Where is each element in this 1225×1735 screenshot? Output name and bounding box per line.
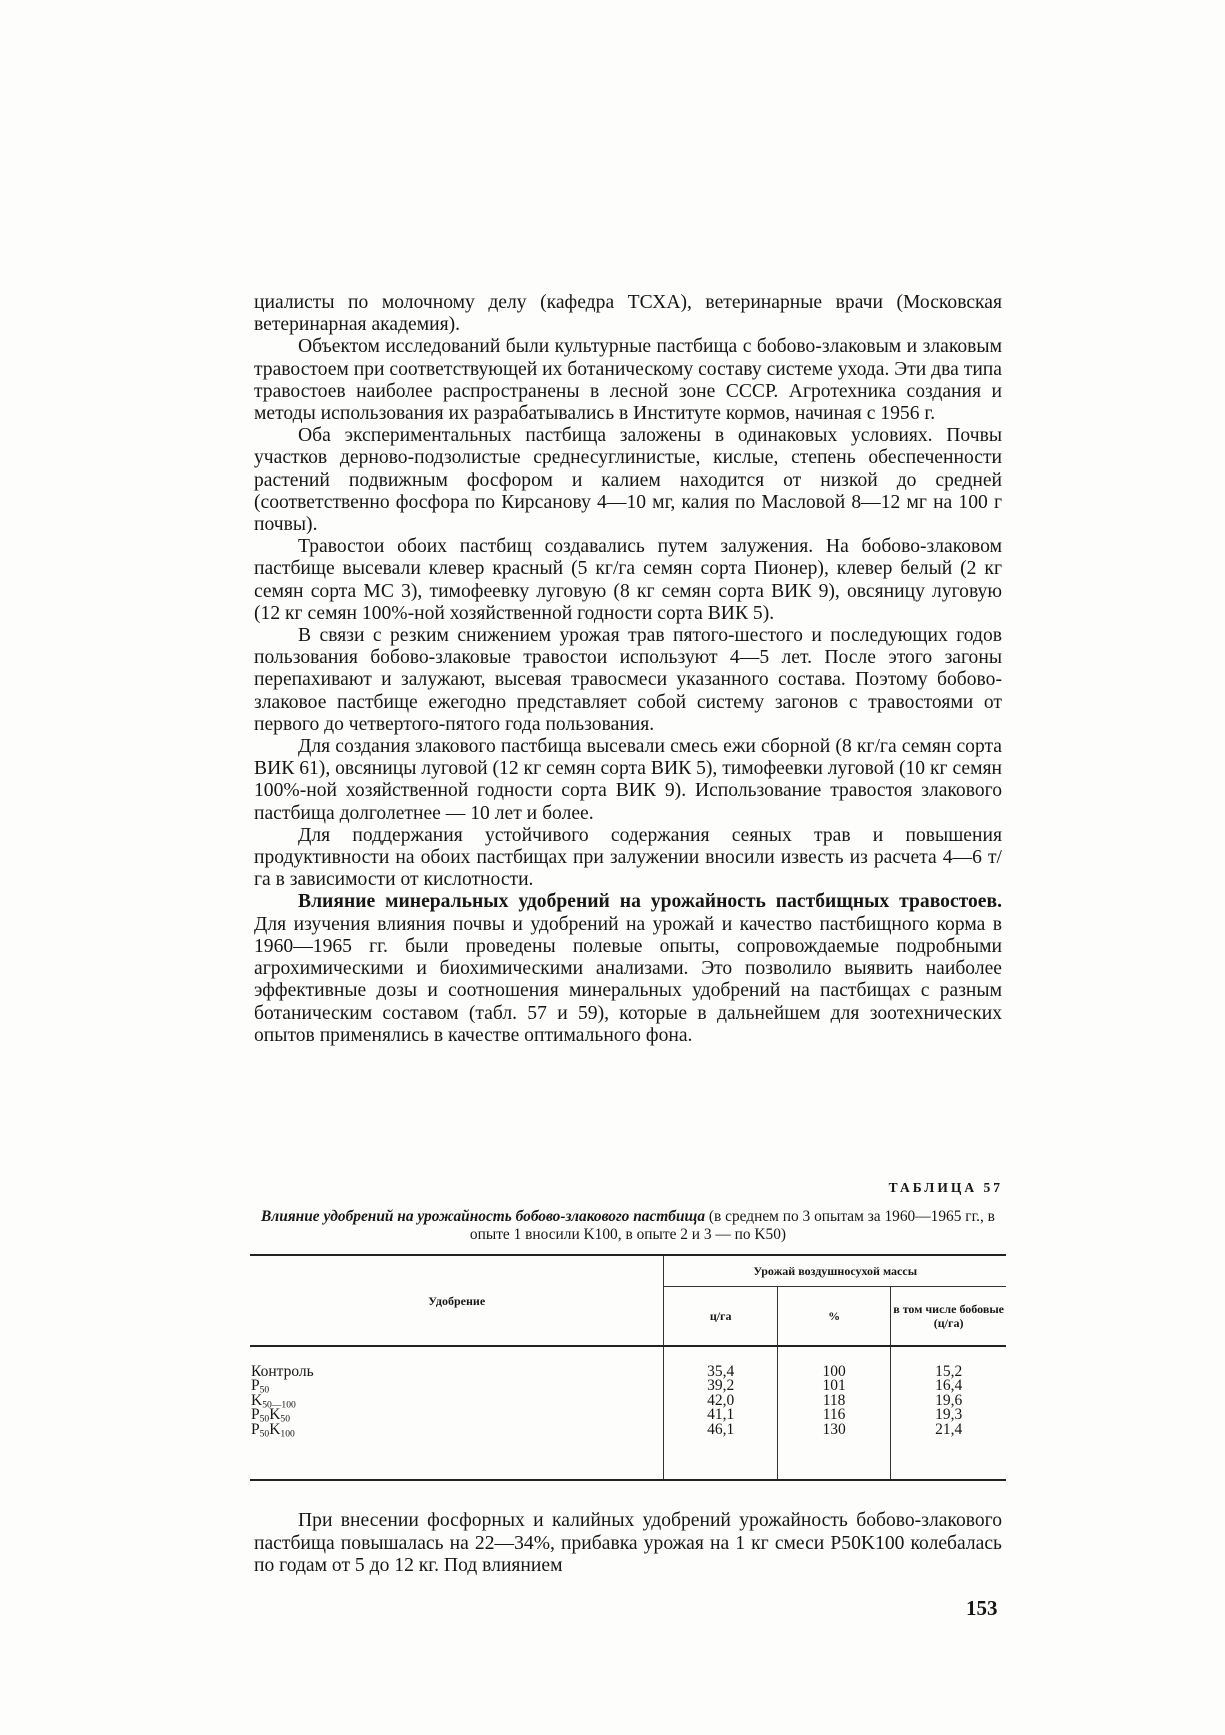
table-cell: 35,4 (707, 1363, 735, 1380)
page-number: 153 (966, 1596, 998, 1620)
pct-column (777, 1346, 890, 1480)
table-caption-title: Влияние удобрений на урожайность бобово-злакового пастбища (261, 1208, 706, 1225)
paragraph-5: В связи с резким снижением урожая трав пятого-шестого и последующих годов пользования бобово-злаковые травостои используют 4—5 лет. После этого загоны перепахивают и залужают, высевая травосмеси указанного состава. Поэтому бобово-злаковое пастбище ежегодно представляет собой систему загонов с травостоями от первого до четвертого-пятого года пользования. (254, 625, 1002, 735)
table-caption-rest: (в среднем по 3 опытам за 1960—1965 гг., в опыте 1 вносили K100, в опыте 2 и 3 — по K50) (469, 1208, 995, 1243)
section-text: Для изучения влияния почвы и удобрений на урожай и качество пастбищного корма в 1960—1965 гг. были проведены полевые опыты, сопровождаемые подробными агрохимическими и биохимическими анализами. Это позволило выявить наиболее эффективные дозы и соотношения минеральных удобрений на пастбищах с разным ботаническим составом (табл. 57 и 59), которые в дальнейшем для зоотехнических опытов применялись в качестве оптимального фона. (254, 913, 1002, 1046)
body-text (254, 292, 1002, 1047)
bottom-paragraph: При внесении фосфорных и калийных удобрений урожайность бобово-злакового пастбища повышалась на 22—34%, прибавка урожая на 1 кг смеси P50K100 колебалась по годам от 5 до 12 кг. Под влиянием (254, 1510, 1002, 1576)
table-caption (252, 1208, 1004, 1244)
header-yield-group: Урожай воздушносухой массы (664, 1255, 1006, 1287)
table-cell: 46,1 (707, 1420, 735, 1438)
header-col-pct: % (777, 1287, 890, 1347)
table-cell: 19,6 (935, 1391, 963, 1409)
paragraph-1: циалисты по молочному делу (кафедра ТСХА), ветеринарные врачи (Московская ветеринарная академия). (254, 292, 1002, 336)
paragraph-7: Для поддержания устойчивого содержания сеяных трав и повышения продуктивности на обоих пастбищах при залужении вносили известь из расчета 4—6 т/га в зависимости от кислотности. (254, 824, 1002, 891)
fertilizer-column (250, 1346, 664, 1480)
table-cell: 116 (822, 1406, 846, 1424)
table-cell: 100 (822, 1363, 846, 1380)
fertilizer-row-4: $P_{50}K_{50}$ (251, 1406, 291, 1425)
section-heading: Влияние минеральных удобрений на урожайность пастбищных травостоев. (298, 891, 1002, 913)
fertilizer-row-5: $P_{50}K_{100}$ (251, 1420, 295, 1439)
table-label: ТАБЛИЦА 57 (888, 1180, 1003, 1195)
table-cell: 101 (822, 1377, 846, 1395)
paragraph-3: Оба экспериментальных пастбища заложены в одинаковых условиях. Почвы участков дерново-подзолистые среднесуглинистые, кислые, степень обеспеченности растений подвижным фосфором и калием находится от низкой до средней (соответственно фосфора по Кирсанову 4—10 мг, калия по Масловой 8—12 мг на 100 г почвы). (254, 425, 1002, 536)
table-cell: 118 (822, 1391, 846, 1409)
fertilizer-row-1: Контроль (251, 1363, 314, 1380)
header-fertilizer: Удобрение (250, 1255, 664, 1346)
fertilizer-table (250, 1254, 1006, 1481)
cga-column (664, 1346, 777, 1480)
header-col-cga: ц/га (664, 1287, 777, 1347)
header-col-legumes: в том числе бобовые (ц/га) (891, 1287, 1006, 1347)
table-cell: 15,2 (935, 1363, 963, 1380)
legumes-column (891, 1346, 1006, 1480)
table-cell: 42,0 (707, 1391, 735, 1409)
paragraph-6: Для создания злакового пастбища высевали смесь ежи сборной (8 кг/га семян сорта ВИК 61), овсяницы луговой (12 кг семян сорта ВИК 5), тимофеевки луговой (10 кг семян 100%-ной хозяйственной годности сорта ВИК 9). Использование травостоя злакового пастбища долголетнее — 10 лет и более. (254, 736, 1002, 824)
table-cell: 39,2 (707, 1377, 735, 1395)
bottom-text (254, 1510, 1002, 1578)
table-cell: 19,3 (935, 1406, 963, 1424)
table-cell: 21,4 (935, 1420, 963, 1438)
paragraph-4: Травостои обоих пастбищ создавались путем залужения. На бобово-злаковом пастбище высевали клевер красный (5 кг/га семян сорта Пионер), клевер белый (2 кг семян сорта МС 3), тимофеевку луговую (8 кг семян сорта ВИК 9), овсяницу луговую (12 кг семян 100%-ной хозяйственной годности сорта ВИК 5). (254, 536, 1002, 624)
table-cell: 41,1 (707, 1406, 735, 1424)
fertilizer-row-2: $P_{50}$ (251, 1377, 270, 1396)
paragraph-2: Объектом исследований были культурные пастбища с бобово-злаковым и злаковым травостоем при соответствующей их ботаническому составу системе ухода. Эти два типа травостоев наиболее распространены в лесной зоне СССР. Агротехника создания и методы использования их разрабатывались в Институте кормов, начиная с 1956 г. (254, 336, 1002, 425)
table-cell: 16,4 (935, 1377, 963, 1395)
fertilizer-row-3: $K_{50—100}$ (251, 1391, 296, 1411)
section-paragraph (254, 891, 1002, 1046)
table-cell: 130 (822, 1420, 846, 1438)
